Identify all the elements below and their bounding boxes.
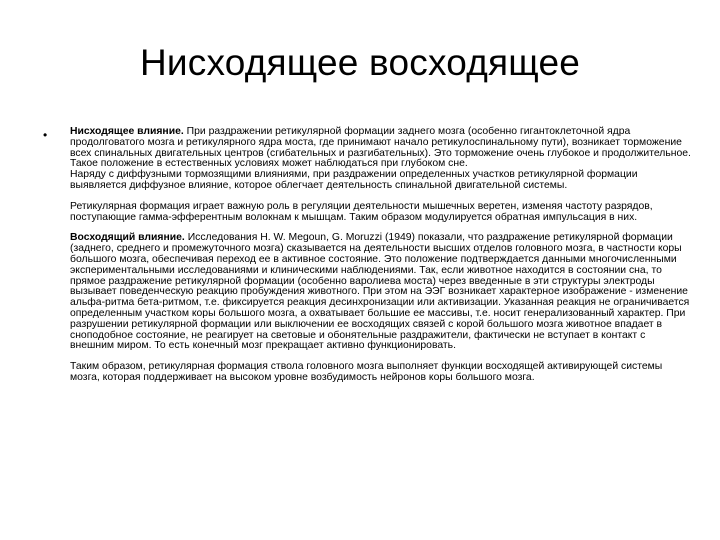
slide-body xyxy=(70,127,692,394)
paragraph-descending-influence xyxy=(70,127,692,170)
paragraph-ascending-influence xyxy=(70,233,692,352)
paragraph-muscle-spindles: Ретикулярная формация играет важную роль в регуляции деятельности мышечных веретен, изменяя частоту разрядов, поступающие гамма-эфферентным волокнам к мышцам. Таким образом модулируется обратная импульсация в них. xyxy=(70,200,653,223)
paragraph-facilitating-influence: Наряду с диффузными тормозящими влияниями, при раздражении определенных участков ретикулярной формации выявляется диффузное влияние, которое облегчает деятельность спинальной двигательной системы. xyxy=(70,169,638,191)
bullet-marker: • xyxy=(43,128,48,142)
paragraph-conclusion: Таким образом, ретикулярная формация ствола головного мозга выполняет функции восходящей активирующей системы мозга, которая поддерживает на высоком уровне возбудимость нейронов коры большого мозга. xyxy=(70,361,663,383)
paragraph-text: При раздражении ретикулярной формации заднего мозга (особенно гигантоклеточной ядра продолговатого мозга и ретикулярного ядра моста, где принимают начало ретикулоспинальному пути), возникает торможение всех спинальных двигательных центров (сгибательных и разгибательных). Это торможение очень глубокое и продолжительное. Такое положение в естественных условиях может наблюдаться при глубоком сне. xyxy=(70,126,691,170)
paragraph-text: Исследования H. W. Megoun, G. Moruzzi (1949) показали, что раздражение ретикулярной формации (заднего, среднего и промежуточного мозга) сказывается на деятельности высших отделов головного мозга, в частности коры большого мозга, обеспечивая переход ее в активное состояние. Это положение подтверждается данными многочисленными экспериментальными исследованиями и клиническими наблюдениями. Так, если животное находится в состоянии сна, то прямое раздражение ретикулярной формации (особенно варолиева моста) через введенные в эти структуры электроды вызывает поведенческую реакцию пробуждения животного. При этом на ЭЭГ возникает характерное изображение - изменение альфа-ритма бета-ритмом, т.е. фиксируется реакция десинхронизации или активизации. Указанная реакция не ограничивается определенным участком коры большого мозга, а охватывает большие ее массивы, т.е. носит генерализованный характер. При разрушении ретикулярной формации или выключении ее восходящих связей с корой большого мозга животное впадает в сноподобное состояние, не реагирует на световые и обонятельные раздражители, фактически не вступает в контакт с внешним миром. То есть конечный мозг прекращает активно функционировать. xyxy=(70,232,690,352)
slide-title: Нисходящее восходящее xyxy=(140,42,580,83)
paragraph-heading: Восходящий влияние. xyxy=(70,232,185,244)
paragraph-heading: Нисходящее влияние. xyxy=(70,126,184,137)
